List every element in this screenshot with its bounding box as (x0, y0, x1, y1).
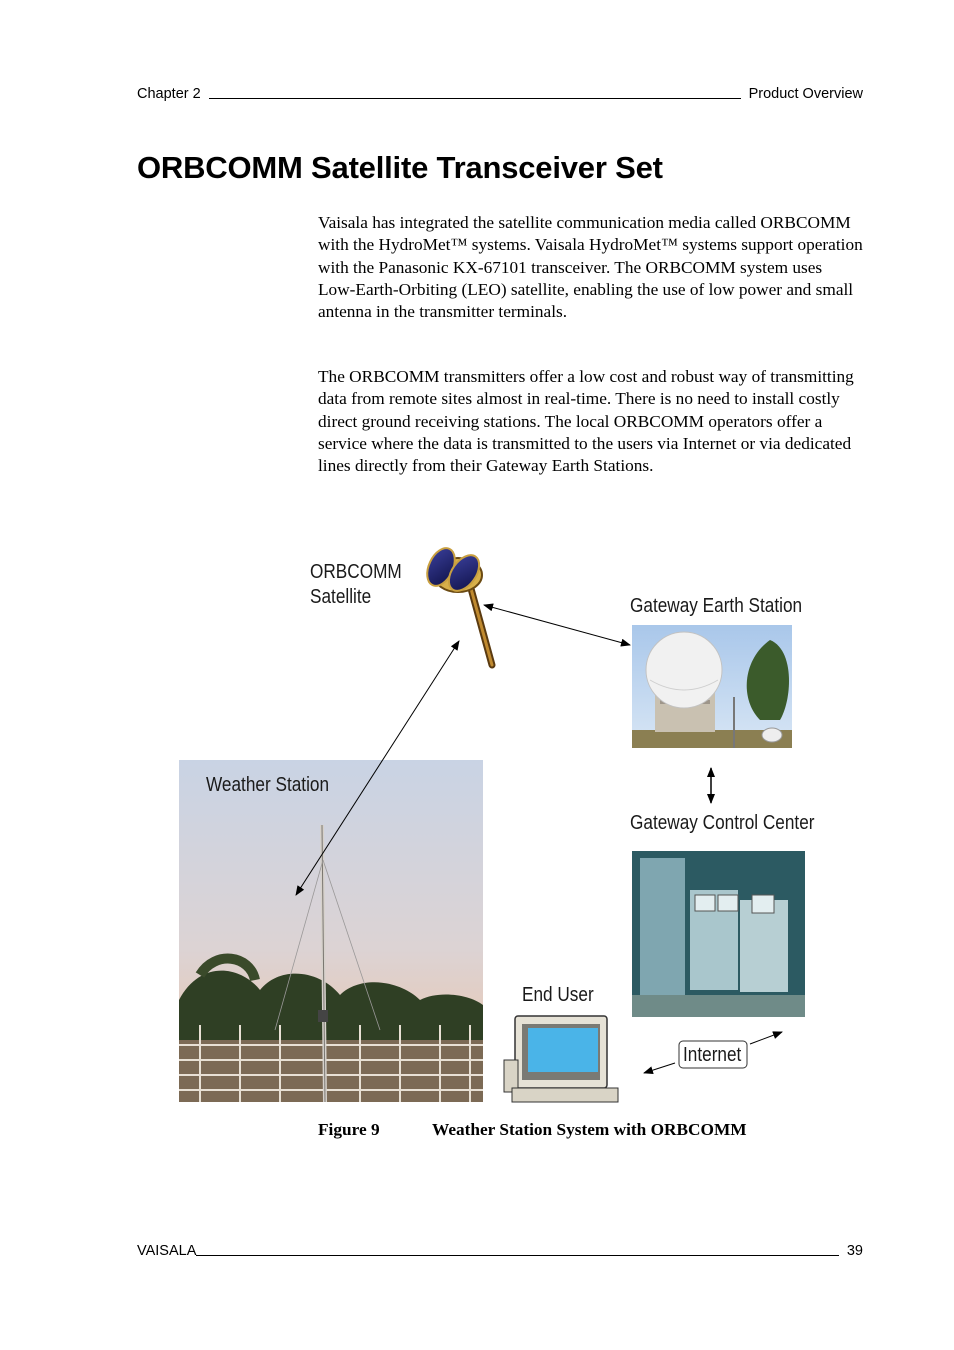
arrow-internet-control (750, 1032, 782, 1044)
footer-company: VAISALA (137, 1243, 197, 1259)
header-section: Product Overview (748, 86, 863, 102)
figure-number: Figure 9 (318, 1120, 380, 1139)
satellite-icon (422, 544, 492, 665)
label-gateway-earth-station: Gateway Earth Station (630, 595, 803, 617)
gateway-control-center-photo (632, 851, 805, 1017)
computer-icon (504, 1016, 618, 1102)
page-title: ORBCOMM Satellite Transceiver Set (137, 150, 663, 185)
arrow-satellite-gateway (484, 605, 630, 645)
arrow-internet-end-user (644, 1063, 675, 1073)
label-end-user: End User (522, 984, 594, 1006)
label-orbcomm: ORBCOMM (310, 561, 402, 583)
weather-station-photo (179, 760, 483, 1102)
label-satellite: Satellite (310, 586, 372, 608)
label-gateway-control-center: Gateway Control Center (630, 812, 815, 834)
label-internet: Internet (683, 1044, 742, 1066)
paragraph-text: Vaisala has integrated the satellite communication media called ORBCOMM with the HydroMet™ systems. Vaisala HydroMet™ systems support operation with the Panasonic KX-67101 transceiver. The ORBCOMM system uses Low-Earth-Orbiting (LEO) satellite, enabling the use of low power and small antenna in the transmitter terminals. (318, 213, 863, 322)
label-weather-station: Weather Station (206, 774, 330, 796)
page-footer (137, 1243, 863, 1259)
paragraph-text: The ORBCOMM transmitters offer a low cost and robust way of transmitting data from remote sites almost in real-time. There is no need to install costly direct ground receiving stations. The local ORBCOMM operators offer a service where the data is transmitted to the users via Internet or via dedicated lines directly from their Gateway Earth Stations. (318, 367, 854, 476)
figure-caption (318, 1120, 747, 1140)
gateway-earth-station-photo (632, 625, 792, 748)
footer-page-number: 39 (846, 1243, 863, 1259)
header-chapter: Chapter 2 (137, 86, 201, 102)
footer-rule (196, 1255, 838, 1256)
figure-caption-text: Weather Station System with ORBCOMM (432, 1120, 747, 1139)
